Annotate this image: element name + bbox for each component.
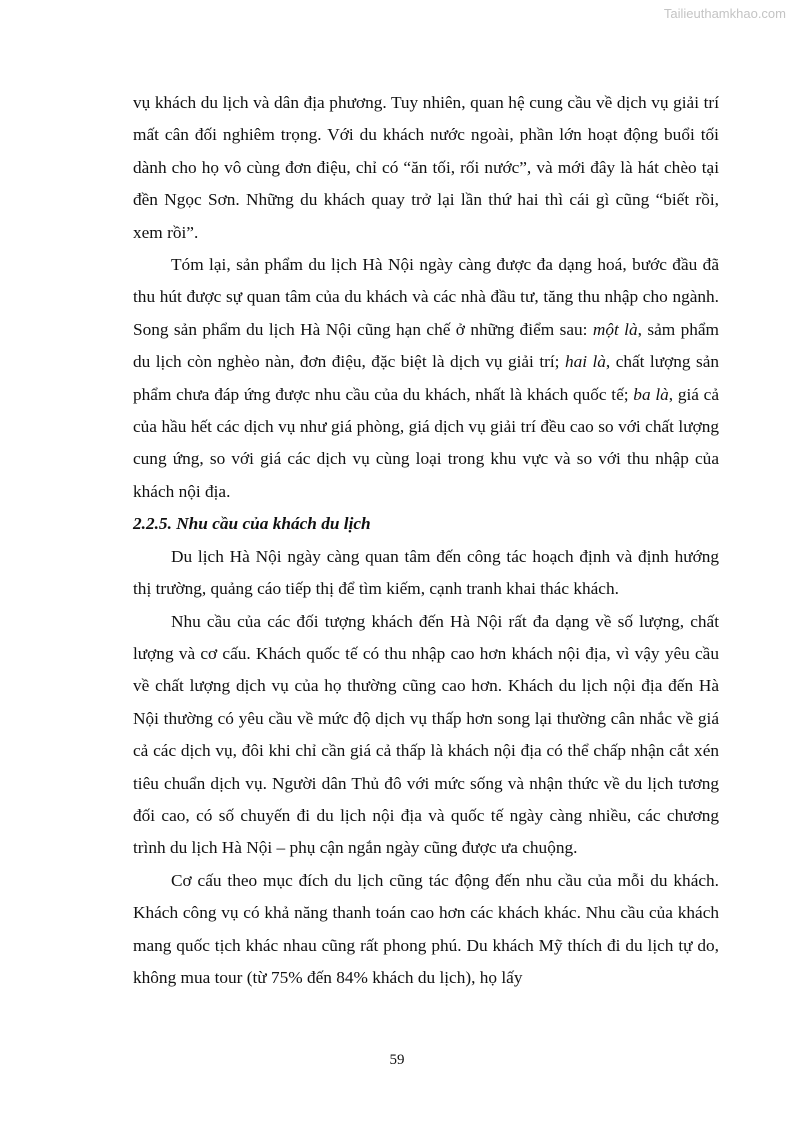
summary-text-d: , giá cả của hầu hết các dịch vụ như giá phòng, giá dịch vụ giải trí đều cao so với chất lượng cung ứng, so với giá các dịch vụ cùng loại trong khu vực và so với thu nhập của khách nội địa. bbox=[133, 384, 720, 501]
paragraph-market: Du lịch Hà Nội ngày càng quan tâm đến công tác hoạch định và định hướng thị trường, quảng cáo tiếp thị để tìm kiếm, cạnh tranh khai thác khách. bbox=[133, 546, 719, 599]
summary-text-c: , chất lượng sản phẩm chưa đáp ứng được nhu cầu của du khách, nhất là khách quốc tế; bbox=[133, 352, 719, 404]
summary-em-one: một là bbox=[592, 319, 638, 339]
page-number: 59 bbox=[389, 1052, 405, 1068]
section-heading: 2.2.5. Nhu cầu của khách du lịch bbox=[133, 514, 371, 534]
paragraph-structure: Cơ cấu theo mục đích du lịch cũng tác động đến nhu cầu của mỗi du khách. Khách công vụ có khả năng thanh toán cao hơn các khách khác. Nhu cầu của khách mang quốc tịch khác nhau cũng rất phong phú. Du khách Mỹ thích đi du lịch tự do, không mua tour (từ 75% đến 84% khách du lịch), họ lấy bbox=[133, 870, 719, 987]
paragraph-continuation: vụ khách du lịch và dân địa phương. Tuy nhiên, quan hệ cung cầu về dịch vụ giải trí mất cân đối nghiêm trọng. Với du khách nước ngoài, phần lớn hoạt động buổi tối dành cho họ vô cùng đơn điệu, chỉ có “ăn tối, rối nước”, và mới đây là hát chèo tại đền Ngọc Sơn. Những du khách quay trở lại lần thứ hai thì cái gì cũng “biết rồi, xem rồi”. bbox=[133, 93, 719, 242]
page-body bbox=[133, 87, 719, 994]
paragraph-demand: Nhu cầu của các đối tượng khách đến Hà Nội rất đa dạng về số lượng, chất lượng và cơ cấu. Khách quốc tế có thu nhập cao hơn khách nội địa, vì vậy yêu cầu về chất lượng dịch vụ của họ thường cũng cao hơn. Khách du lịch nội địa đến Hà Nội thường có yêu cầu về mức độ dịch vụ thấp hơn song lại thường cân nhắc về giá cả các dịch vụ, đôi khi chỉ cần giá cả thấp là khách nội địa có thể chấp nhận cắt xén tiêu chuẩn dịch vụ. Người dân Thủ đô với mức sống và nhận thức về du lịch tương đối cao, có số chuyến đi du lịch nội địa và quốc tế ngày càng nhiều, các chương trình du lịch Hà Nội – phụ cận ngắn ngày cũng được ưa chuộng. bbox=[133, 611, 719, 858]
summary-text-b: , sảm phẩm du lịch còn nghèo nàn, đơn điệu, đặc biệt là dịch vụ giải trí; bbox=[133, 319, 719, 372]
summary-em-three: ba là bbox=[633, 384, 669, 404]
summary-em-two: hai là bbox=[564, 352, 606, 372]
summary-text-a: Tóm lại, sản phẩm du lịch Hà Nội ngày càng được đa dạng hoá, bước đầu đã thu hút được sự quan tâm của du khách và các nhà đầu tư, tăng thu nhập cho ngành. Song sản phẩm du lịch Hà Nội cũng hạn chế ở những điểm sau: bbox=[133, 255, 719, 339]
watermark: Tailieuthamkhao.com bbox=[663, 6, 786, 21]
paragraph-summary bbox=[133, 249, 719, 508]
